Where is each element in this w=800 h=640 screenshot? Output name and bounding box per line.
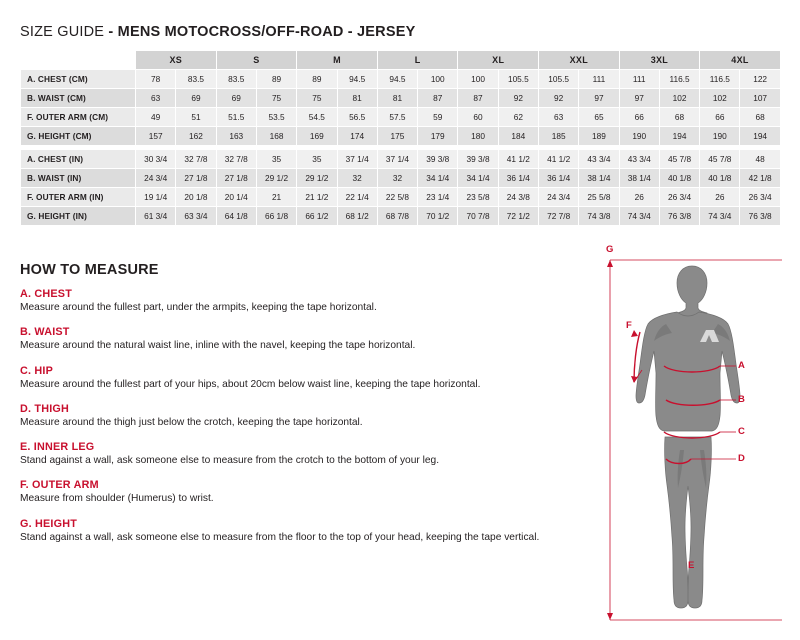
cell: 27 1/8 (216, 169, 256, 188)
row-label-chest-cm: A. CHEST (CM) (21, 70, 136, 89)
cell: 72 1/2 (498, 207, 538, 226)
cell: 35 (256, 150, 296, 169)
cell: 64 1/8 (216, 207, 256, 226)
cell: 102 (700, 89, 740, 108)
cell: 162 (176, 127, 216, 146)
cell: 19 1/4 (136, 188, 176, 207)
column-header-blank (21, 51, 136, 70)
cell: 45 7/8 (659, 150, 699, 169)
row-label-height-in: G. HEIGHT (IN) (21, 207, 136, 226)
cell: 83.5 (176, 70, 216, 89)
cell: 34 1/4 (458, 169, 498, 188)
cell: 179 (418, 127, 458, 146)
cell: 29 1/2 (256, 169, 296, 188)
cell: 75 (297, 89, 337, 108)
cell: 100 (418, 70, 458, 89)
table-row (21, 207, 781, 226)
table-header (21, 51, 781, 70)
cell: 174 (337, 127, 377, 146)
cell: 22 5/8 (377, 188, 417, 207)
cell: 42 1/8 (740, 169, 780, 188)
cell: 37 1/4 (337, 150, 377, 169)
figure-letter-g: G (606, 244, 614, 255)
howto-description: Measure around the natural waist line, inline with the navel, keeping the tape horizontal. (20, 340, 416, 352)
cell: 87 (418, 89, 458, 108)
cell: 116.5 (700, 70, 740, 89)
row-label-height-cm: G. HEIGHT (CM) (21, 127, 136, 146)
cell: 116.5 (659, 70, 699, 89)
cell: 27 1/8 (176, 169, 216, 188)
cell: 169 (297, 127, 337, 146)
howto-item-chest (20, 288, 595, 315)
figure-letter-d: D (738, 453, 745, 464)
figure-letter-b: B (738, 394, 745, 405)
cell: 65 (579, 108, 619, 127)
table-row (21, 188, 781, 207)
body-silhouette (636, 266, 740, 608)
cell: 74 3/4 (700, 207, 740, 226)
cell: 39 3/8 (418, 150, 458, 169)
cell: 40 1/8 (700, 169, 740, 188)
cell: 107 (740, 89, 780, 108)
cell: 35 (297, 150, 337, 169)
column-header-3xl: 3XL (619, 51, 700, 70)
arrow-down-icon (607, 613, 613, 620)
cell: 194 (659, 127, 699, 146)
figure-letter-c: C (738, 426, 745, 437)
cell: 24 3/4 (136, 169, 176, 188)
cell: 63 (136, 89, 176, 108)
cell: 185 (539, 127, 579, 146)
row-label-outer-arm-in: F. OUTER ARM (IN) (21, 188, 136, 207)
cell: 102 (659, 89, 699, 108)
howto-item-hip (20, 365, 595, 392)
measurement-figure (596, 244, 788, 628)
cell: 69 (216, 89, 256, 108)
cell: 74 3/4 (619, 207, 659, 226)
cell: 75 (256, 89, 296, 108)
cell: 23 1/4 (418, 188, 458, 207)
body-diagram-svg (596, 252, 788, 628)
cell: 32 (377, 169, 417, 188)
howto-description: Stand against a wall, ask someone else to measure from the floor to the top of your head, keeping the tape vertical. (20, 531, 540, 543)
cell: 89 (256, 70, 296, 89)
howto-label: G. HEIGHT (20, 517, 77, 530)
howto-description: Measure from shoulder (Humerus) to wrist. (20, 493, 214, 505)
figure-letter-a: A (738, 360, 745, 371)
cell: 20 1/4 (216, 188, 256, 207)
cell: 63 (539, 108, 579, 127)
column-header-s: S (216, 51, 297, 70)
table-body-metric (21, 70, 781, 226)
arrow-up-icon (607, 260, 613, 267)
cell: 25 5/8 (579, 188, 619, 207)
cell: 51.5 (216, 108, 256, 127)
cell: 194 (740, 127, 780, 146)
cell: 66 (619, 108, 659, 127)
cell: 60 (458, 108, 498, 127)
cell: 184 (498, 127, 538, 146)
howto-heading: HOW TO MEASURE (20, 262, 159, 278)
howto-label: B. WAIST (20, 326, 70, 339)
cell: 26 3/4 (740, 188, 780, 207)
howto-item-outer-arm (20, 479, 595, 506)
page-title-suffix: - MENS MOTOCROSS/OFF-ROAD - JERSEY (108, 24, 416, 40)
column-header-xl: XL (458, 51, 539, 70)
page-title (20, 24, 415, 40)
cell: 22 1/4 (337, 188, 377, 207)
cell: 87 (458, 89, 498, 108)
cell: 81 (377, 89, 417, 108)
cell: 68 (659, 108, 699, 127)
howto-item-thigh (20, 403, 595, 430)
table-row (21, 108, 781, 127)
cell: 59 (418, 108, 458, 127)
howto-label: E. INNER LEG (20, 441, 95, 453)
cell: 92 (498, 89, 538, 108)
cell: 66 1/2 (297, 207, 337, 226)
howto-item-waist (20, 326, 595, 353)
cell: 175 (377, 127, 417, 146)
row-label-chest-in: A. CHEST (IN) (21, 150, 136, 169)
cell: 24 3/4 (539, 188, 579, 207)
cell: 38 1/4 (579, 169, 619, 188)
howto-label: C. HIP (20, 364, 53, 377)
cell: 26 3/4 (659, 188, 699, 207)
cell: 190 (619, 127, 659, 146)
cell: 168 (256, 127, 296, 146)
cell: 189 (579, 127, 619, 146)
figure-letter-e: E (688, 560, 695, 571)
arrow-arm-end-icon (631, 376, 638, 383)
cell: 32 7/8 (176, 150, 216, 169)
cell: 21 1/2 (297, 188, 337, 207)
cell: 111 (619, 70, 659, 89)
cell: 100 (458, 70, 498, 89)
howto-label: F. OUTER ARM (20, 479, 99, 492)
table-row (21, 89, 781, 108)
cell: 62 (498, 108, 538, 127)
cell: 56.5 (337, 108, 377, 127)
row-label-waist-in: B. WAIST (IN) (21, 169, 136, 188)
column-header-xs: XS (136, 51, 217, 70)
cell: 32 7/8 (216, 150, 256, 169)
howto-description: Measure around the fullest part, under the armpits, keeping the tape horizontal. (20, 302, 377, 313)
figure-letter-f: F (626, 320, 632, 331)
cell: 57.5 (377, 108, 417, 127)
cell: 180 (458, 127, 498, 146)
cell: 83.5 (216, 70, 256, 89)
cell: 97 (619, 89, 659, 108)
cell: 122 (740, 70, 780, 89)
cell: 74 3/8 (579, 207, 619, 226)
table-row (21, 70, 781, 89)
cell: 43 3/4 (619, 150, 659, 169)
row-label-waist-cm: B. WAIST (CM) (21, 89, 136, 108)
cell: 157 (136, 127, 176, 146)
cell: 32 (337, 169, 377, 188)
cell: 69 (176, 89, 216, 108)
cell: 41 1/2 (498, 150, 538, 169)
cell: 48 (740, 150, 780, 169)
cell: 54.5 (297, 108, 337, 127)
arrow-arm-icon (631, 330, 638, 337)
cell: 30 3/4 (136, 150, 176, 169)
cell: 111 (579, 70, 619, 89)
cell: 51 (176, 108, 216, 127)
cell: 89 (297, 70, 337, 89)
cell: 105.5 (498, 70, 538, 89)
column-header-l: L (377, 51, 458, 70)
cell: 34 1/4 (418, 169, 458, 188)
cell: 37 1/4 (377, 150, 417, 169)
howto-description: Measure around the fullest part of your hips, about 20cm below waist line, keeping the tape horizontal. (20, 378, 481, 390)
cell: 76 3/8 (740, 207, 780, 226)
cell: 66 1/8 (256, 207, 296, 226)
cell: 63 3/4 (176, 207, 216, 226)
cell: 41 1/2 (539, 150, 579, 169)
cell: 45 7/8 (700, 150, 740, 169)
cell: 49 (136, 108, 176, 127)
cell: 36 1/4 (498, 169, 538, 188)
column-header-xxl: XXL (539, 51, 620, 70)
cell: 76 3/8 (659, 207, 699, 226)
howto-label: A. CHEST (20, 288, 72, 300)
cell: 23 5/8 (458, 188, 498, 207)
cell: 26 (700, 188, 740, 207)
cell: 39 3/8 (458, 150, 498, 169)
cell: 68 7/8 (377, 207, 417, 226)
page-title-prefix: SIZE GUIDE (20, 24, 105, 40)
howto-list (20, 288, 595, 556)
cell: 68 1/2 (337, 207, 377, 226)
cell: 36 1/4 (539, 169, 579, 188)
cell: 94.5 (337, 70, 377, 89)
table-row (21, 169, 781, 188)
table-row (21, 127, 781, 146)
cell: 70 7/8 (458, 207, 498, 226)
row-label-outer-arm-cm: F. OUTER ARM (CM) (21, 108, 136, 127)
cell: 68 (740, 108, 780, 127)
howto-item-height (20, 518, 595, 545)
cell: 97 (579, 89, 619, 108)
cell: 190 (700, 127, 740, 146)
howto-label: D. THIGH (20, 402, 69, 415)
cell: 20 1/8 (176, 188, 216, 207)
howto-item-inner-leg (20, 441, 595, 468)
cell: 78 (136, 70, 176, 89)
size-chart-table (20, 50, 781, 226)
howto-description: Stand against a wall, ask someone else to measure from the crotch to the bottom of your leg. (20, 455, 440, 466)
column-header-4xl: 4XL (700, 51, 781, 70)
cell: 29 1/2 (297, 169, 337, 188)
cell: 66 (700, 108, 740, 127)
cell: 61 3/4 (136, 207, 176, 226)
cell: 105.5 (539, 70, 579, 89)
column-header-m: M (297, 51, 378, 70)
cell: 38 1/4 (619, 169, 659, 188)
cell: 40 1/8 (659, 169, 699, 188)
howto-description: Measure around the thigh just below the crotch, keeping the tape horizontal. (20, 416, 363, 428)
cell: 92 (539, 89, 579, 108)
cell: 53.5 (256, 108, 296, 127)
cell: 43 3/4 (579, 150, 619, 169)
cell: 81 (337, 89, 377, 108)
cell: 94.5 (377, 70, 417, 89)
cell: 24 3/8 (498, 188, 538, 207)
cell: 21 (256, 188, 296, 207)
cell: 26 (619, 188, 659, 207)
table-row (21, 150, 781, 169)
cell: 163 (216, 127, 256, 146)
cell: 72 7/8 (539, 207, 579, 226)
cell: 70 1/2 (418, 207, 458, 226)
